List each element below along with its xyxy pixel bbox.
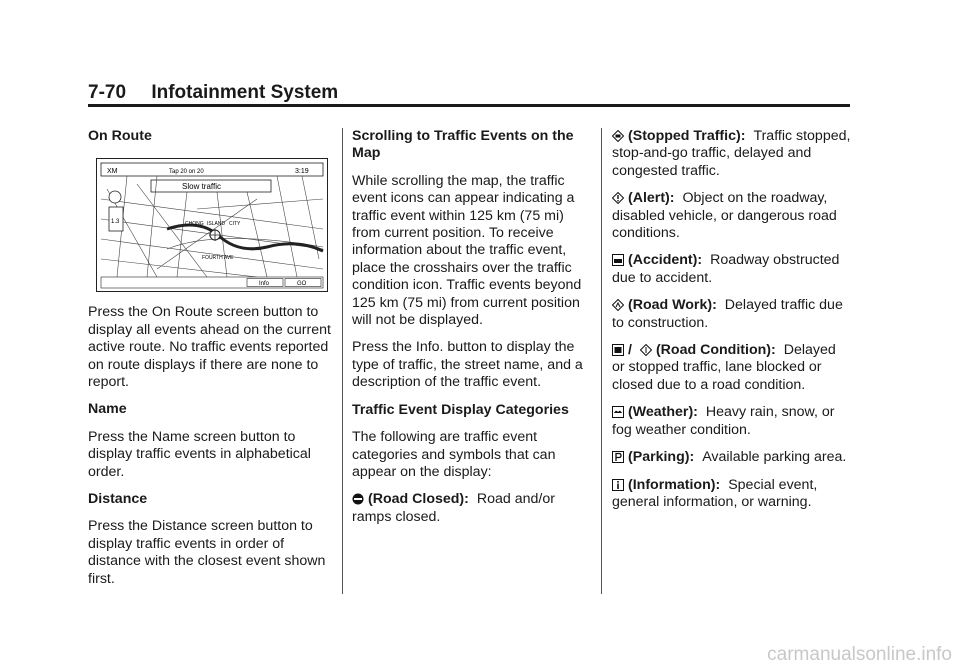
watermark: carmanualsonline.info [767, 644, 952, 665]
category-text: Delayed or stopped traffic, lane blocked or closed due to a road condition. [612, 342, 836, 393]
screen-channel: Tap 20 on 20 [169, 169, 204, 176]
paragraph: Press the Name screen button to display traffic events in alphabetical order. [88, 428, 311, 480]
road-closed-entry [352, 491, 588, 526]
category-entry [612, 128, 852, 180]
category-text: Special event, general information, or warning. [612, 476, 818, 510]
category-text: Heavy rain, snow, or fog weather condition. [612, 404, 835, 438]
category-text: Available parking area. [702, 449, 847, 466]
road-closed-icon [352, 493, 364, 505]
category-text: Object on the roadway, disabled vehicle, or dangerous road conditions. [612, 190, 837, 242]
category-text: Delayed traffic due to construction. [612, 297, 843, 331]
category-text: Traffic stopped, stop-and-go traffic, delayed and congested traffic. [612, 128, 851, 179]
heading-scrolling: Scrolling to Traffic Events on the Map [352, 128, 574, 162]
category-label: (Alert): [628, 190, 675, 207]
paragraph: Press the Info. button to display the type of traffic, the street name, and a description of the traffic event. [352, 339, 583, 391]
category-entry [612, 477, 852, 512]
category-text: Roadway obstructed due to accident. [612, 252, 840, 286]
category-label: (Accident): [628, 252, 703, 269]
screen-banner: Slow traffic [182, 182, 221, 192]
column-divider [601, 128, 602, 594]
paragraph: Press the On Route screen button to display all events ahead on the current active route. No traffic events reported on route displays if there are none to report. [88, 304, 331, 391]
screen-time: 3:19 [295, 168, 309, 176]
alert-icon [612, 192, 624, 204]
category-label: (Information): [628, 476, 721, 493]
category-entry [612, 252, 852, 287]
category-entry [612, 449, 852, 466]
information-icon [612, 479, 624, 491]
road-condition-alt-icon [640, 344, 652, 356]
screen-street: CHONG [185, 221, 204, 228]
navigation-screen-illustration [96, 158, 328, 292]
weather-icon [612, 406, 624, 418]
category-label: (Weather): [628, 404, 698, 421]
column-1 [88, 128, 332, 598]
parking-icon [612, 451, 624, 463]
screen-go-button: GO [297, 281, 307, 288]
column-2 [352, 128, 588, 536]
screen-street: FOURTH AVE [202, 255, 234, 262]
section-title: Infotainment System [151, 82, 339, 103]
screen-street: CITY [229, 221, 241, 228]
paragraph: Press the Distance screen button to display traffic events in order of distance with the closest event shown first. [88, 518, 326, 587]
category-label: (Road Work): [628, 297, 717, 314]
category-label: (Stopped Traffic): [628, 128, 746, 144]
page-number: 7-70 [88, 82, 127, 103]
screen-street: ISLAND [207, 221, 226, 228]
category-entry [612, 297, 852, 332]
category-label: (Road Condition): [655, 342, 776, 359]
page-header [88, 82, 338, 104]
header-rule [88, 104, 850, 107]
slash: / [628, 342, 632, 359]
screen-scale: 1.3 [111, 219, 120, 226]
stopped-traffic-icon [612, 130, 624, 142]
paragraph: The following are traffic event categories and symbols that can appear on the display: [352, 429, 556, 480]
paragraph: While scrolling the map, the traffic event icons can appear indicating a traffic event within 125 km (75 mi) from current position. To receive information about the traffic event, place the crosshairs over the traffic condition icon. Traffic events beyond 125 km (75 mi) from current position will not be displayed. [352, 172, 582, 329]
heading-name: Name [88, 401, 127, 418]
road-condition-icon [612, 344, 624, 356]
screen-source: XM [107, 168, 118, 176]
heading-categories: Traffic Event Display Categories [352, 401, 569, 418]
column-divider [342, 128, 343, 594]
heading-on-route: On Route [88, 128, 152, 144]
category-label: (Parking): [628, 449, 695, 466]
screen-info-button: Info [259, 281, 270, 288]
road-work-icon [612, 299, 624, 311]
category-label: (Road Closed): [368, 491, 469, 508]
heading-distance: Distance [88, 491, 148, 508]
accident-icon [612, 254, 624, 266]
column-3 [612, 128, 852, 521]
category-entry [612, 404, 852, 439]
category-entry [612, 342, 852, 394]
category-text: Road and/or ramps closed. [352, 491, 555, 525]
category-entry [612, 190, 852, 242]
